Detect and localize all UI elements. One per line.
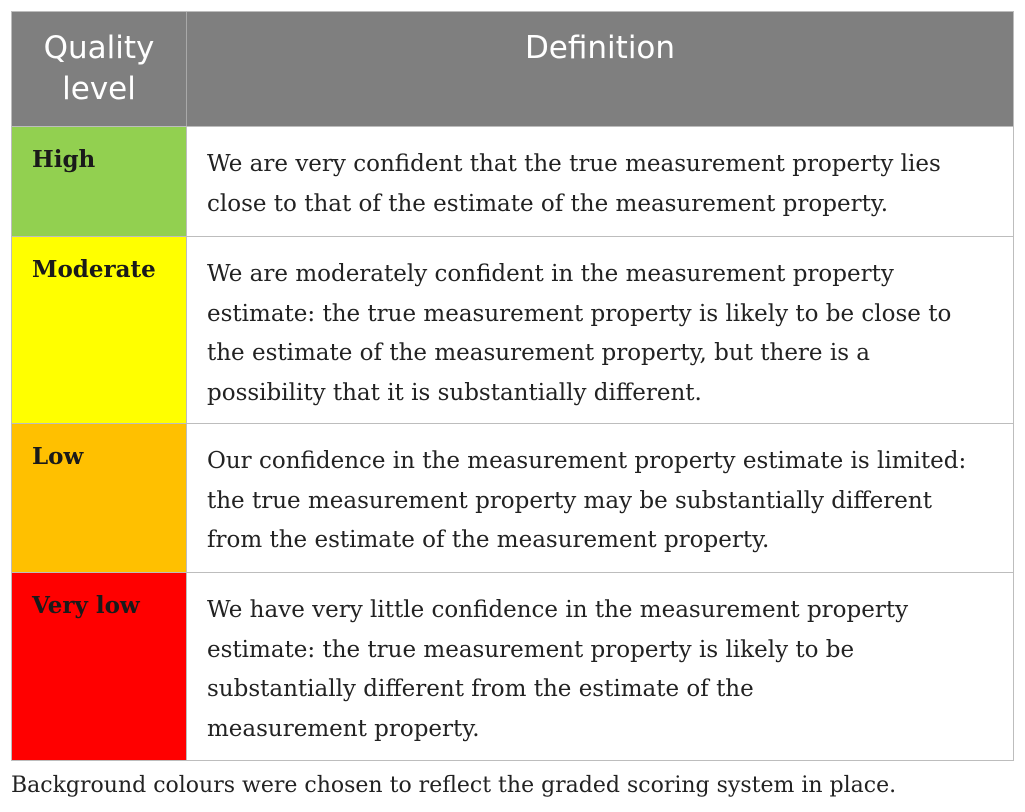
definition-line: the estimate of the measurement property, but there is a xyxy=(207,340,871,366)
definition-line: We are moderately confident in the measurement property xyxy=(207,261,894,287)
definition-line: estimate: the true measurement property is likely to be close to xyxy=(207,300,952,327)
table-caption: Background colours were chosen to reflect the graded scoring system in place. xyxy=(11,773,897,798)
quality-level-cell: Moderate xyxy=(12,237,187,423)
table-header-row xyxy=(12,12,1013,127)
definition-cell xyxy=(187,127,1013,236)
definition-line: close to that of the estimate of the measurement property. xyxy=(207,190,889,217)
definition-line: measurement property. xyxy=(207,715,480,742)
header-quality-level xyxy=(12,12,187,126)
definition-line: the true measurement property may be substantially different xyxy=(207,487,932,514)
header-quality-level-line: level xyxy=(62,71,136,107)
definition-cell xyxy=(187,424,1013,572)
definition-line: We have very little confidence in the measurement property xyxy=(207,597,909,623)
definition-line: possibility that it is substantially different. xyxy=(207,379,702,406)
header-definition: Definition xyxy=(524,30,676,66)
table-row xyxy=(12,237,1013,424)
quality-level-cell: Low xyxy=(12,424,187,572)
definition-cell xyxy=(187,573,1013,760)
table-row xyxy=(12,127,1013,237)
definition-line: Our confidence in the measurement property estimate is limited: xyxy=(207,448,967,474)
header-quality-level-line: Quality xyxy=(43,30,155,66)
definition-line: estimate: the true measurement property is likely to be xyxy=(207,636,855,663)
definition-line: We are very confident that the true measurement property lies xyxy=(207,151,941,177)
quality-level-cell: Very low xyxy=(12,573,187,760)
definition-line: from the estimate of the measurement property. xyxy=(207,527,770,553)
definition-line: substantially different from the estimate of the xyxy=(207,676,754,702)
quality-level-cell: High xyxy=(12,127,187,236)
definition-cell xyxy=(187,237,1013,423)
quality-level-table xyxy=(11,11,1014,761)
table-row xyxy=(12,424,1013,573)
table-row xyxy=(12,573,1013,760)
